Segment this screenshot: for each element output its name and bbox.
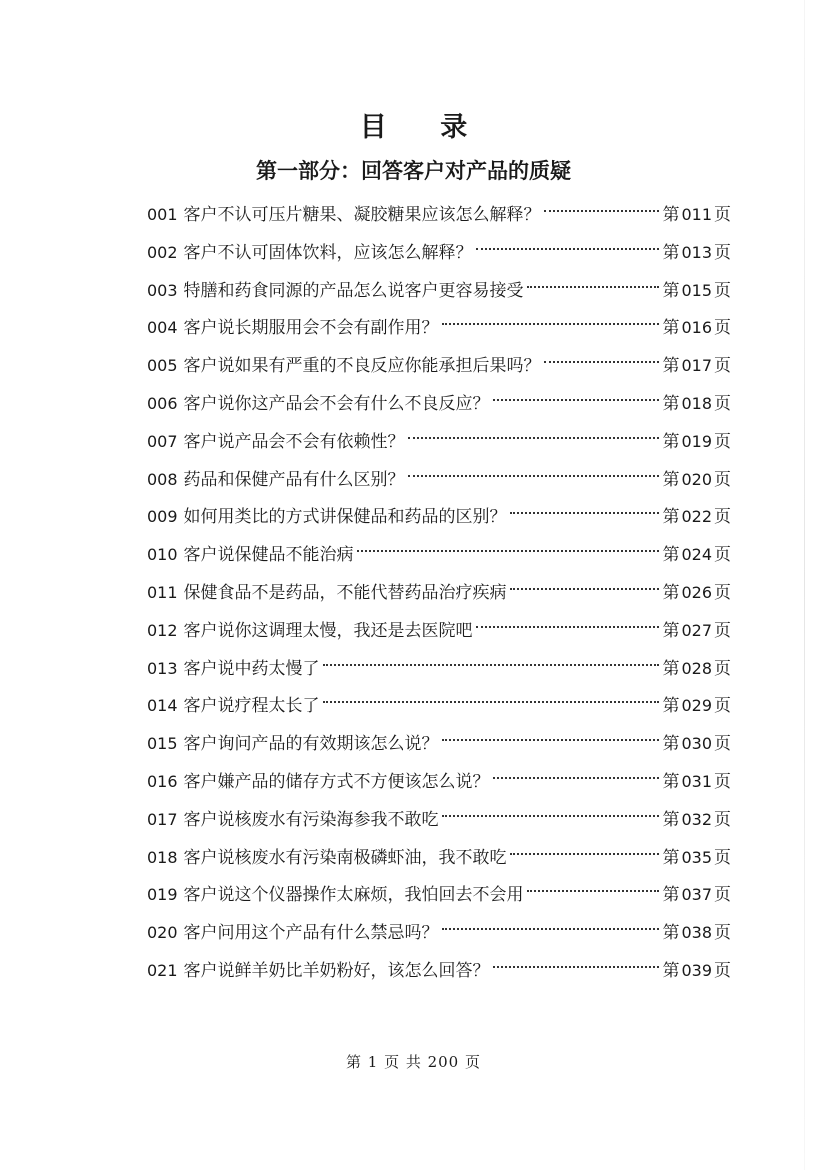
toc-entry-page [662, 385, 731, 424]
page-suffix: 页 [714, 847, 731, 868]
page-prefix: 第 [662, 734, 680, 755]
toc-leader-dots [510, 588, 660, 590]
page-suffix: 页 [714, 923, 731, 944]
toc-entry-number: 013 [147, 658, 178, 678]
page-prefix: 第 [662, 885, 680, 906]
toc-entry-page [662, 650, 731, 689]
toc-leader-dots [476, 626, 660, 628]
toc-leader-dots [493, 966, 660, 968]
page-number: 019 [681, 431, 712, 451]
toc-entry-number: 017 [147, 809, 178, 829]
toc-entry-page [662, 876, 731, 915]
toc-entry-page [662, 196, 731, 235]
toc-entry-text: 客户说你这产品会不会有什么不良反应？ [183, 393, 490, 414]
toc-entry-page [662, 423, 731, 462]
toc-entry-page [662, 914, 731, 953]
toc-entry-page [662, 801, 731, 840]
page-suffix: 页 [714, 885, 731, 906]
toc-entry-text: 客户不认可固体饮料，应该怎么解释？ [183, 242, 473, 263]
page-suffix: 页 [714, 960, 731, 981]
toc-entry-page [662, 272, 731, 311]
page-number: 020 [681, 469, 712, 489]
page-number: 015 [681, 280, 712, 300]
page-prefix: 第 [662, 696, 680, 717]
toc-title: 目 录 [359, 112, 490, 143]
toc-entry-number: 014 [147, 696, 178, 716]
toc-leader-dots [493, 399, 660, 401]
toc-entry-number: 015 [147, 734, 178, 754]
page-prefix: 第 [662, 545, 680, 566]
page-number: 028 [681, 658, 712, 678]
part-heading: 第一部分：回答客户对产品的质疑 [256, 158, 571, 183]
page-number: 016 [681, 318, 712, 338]
toc-entry-text: 客户说这个仪器操作太麻烦，我怕回去不会用 [183, 885, 524, 906]
toc-entry-number: 020 [147, 923, 178, 943]
page-suffix: 页 [714, 734, 731, 755]
toc-leader-dots [442, 928, 660, 930]
page-prefix: 第 [662, 393, 680, 414]
toc-entry [147, 650, 731, 688]
page-number: 018 [681, 393, 712, 413]
toc-entry-text: 客户询问产品的有效期该怎么说？ [183, 734, 439, 755]
toc-leader-dots [357, 550, 660, 552]
page-suffix: 页 [714, 582, 731, 603]
toc-entry-text: 客户不认可压片糖果、凝胶糖果应该怎么解释？ [183, 205, 541, 225]
toc-entry-page [662, 725, 731, 764]
toc-entry [147, 309, 731, 347]
page-prefix: 第 [662, 469, 680, 490]
toc-entry-text: 客户说长期服用会不会有副作用？ [183, 318, 439, 339]
toc-entry [147, 234, 731, 272]
page-number: 027 [681, 620, 712, 640]
page-suffix: 页 [714, 280, 731, 301]
page-suffix: 页 [714, 431, 731, 452]
toc-leader-dots [442, 323, 660, 325]
page-suffix: 页 [714, 507, 731, 528]
toc-entry-page [662, 347, 731, 386]
toc-leader-dots [544, 361, 660, 363]
toc-entry-number: 005 [147, 356, 178, 376]
toc-entry [147, 423, 731, 461]
page-number: 022 [681, 507, 712, 527]
page-suffix: 页 [714, 356, 731, 377]
toc-entry [147, 498, 731, 536]
toc-entry [147, 536, 731, 574]
toc-entry [147, 952, 731, 990]
page-suffix: 页 [714, 469, 731, 490]
toc-entry [147, 914, 731, 952]
toc-entry-number: 001 [147, 205, 178, 224]
toc-entry-page [662, 536, 731, 575]
page-suffix: 页 [714, 242, 731, 263]
toc-entry-text: 客户说产品会不会有依赖性？ [183, 431, 405, 452]
toc-leader-dots [510, 512, 660, 514]
toc-entry-text: 如何用类比的方式讲保健品和药品的区别？ [183, 507, 507, 528]
page-number: 026 [681, 582, 712, 602]
toc-entry [147, 725, 731, 763]
page-prefix: 第 [662, 809, 680, 830]
page-prefix: 第 [662, 923, 680, 944]
toc-entry-number: 009 [147, 507, 178, 527]
toc-entry [147, 347, 731, 385]
page-prefix: 第 [662, 847, 680, 868]
toc-entry-text: 客户说鲜羊奶比羊奶粉好，该怎么回答？ [183, 960, 490, 981]
toc-entry-number: 008 [147, 469, 178, 489]
page-prefix: 第 [662, 318, 680, 339]
toc-entry-text: 保健食品不是药品，不能代替药品治疗疾病 [183, 582, 507, 603]
toc-entry-number: 006 [147, 393, 178, 413]
page-suffix: 页 [714, 658, 731, 679]
page-prefix: 第 [662, 771, 680, 792]
toc-leader-dots [323, 701, 660, 703]
page-number: 038 [681, 923, 712, 943]
toc-entry [147, 272, 731, 310]
toc-entry-number: 018 [147, 847, 178, 867]
toc-entry-number: 011 [147, 582, 178, 602]
toc-entry-page [662, 498, 731, 537]
toc-entry-text: 客户说你这调理太慢，我还是去医院吧 [183, 620, 473, 641]
toc-entry [147, 687, 731, 725]
page-number: 032 [681, 809, 712, 829]
page-prefix: 第 [662, 582, 680, 603]
page-footer: 第 1 页 共 200 页 [345, 1053, 481, 1071]
toc-leader-dots [442, 739, 660, 741]
toc-entry [147, 801, 731, 839]
page-suffix: 页 [714, 809, 731, 830]
toc-entry [147, 763, 731, 801]
page-suffix: 页 [714, 318, 731, 339]
page-number: 035 [681, 847, 712, 867]
page-suffix: 页 [714, 205, 731, 225]
page-suffix: 页 [714, 696, 731, 717]
toc-list [147, 196, 731, 990]
toc-entry [147, 574, 731, 612]
toc-leader-dots [408, 437, 660, 439]
toc-entry-page [662, 687, 731, 726]
page-prefix: 第 [662, 242, 680, 263]
toc-entry-text: 客户嫌产品的储存方式不方便该怎么说？ [183, 771, 490, 792]
page-prefix: 第 [662, 620, 680, 641]
toc-entry-page [662, 309, 731, 348]
page-prefix: 第 [662, 356, 680, 377]
page-number: 037 [681, 885, 712, 905]
page-prefix: 第 [662, 280, 680, 301]
toc-leader-dots [476, 248, 660, 250]
toc-entry-page [662, 839, 731, 878]
toc-entry-text: 药品和保健产品有什么区别？ [183, 469, 405, 490]
toc-entry-number: 016 [147, 771, 178, 791]
toc-entry-text: 客户说疗程太长了 [183, 696, 320, 717]
toc-entry-number: 021 [147, 960, 178, 980]
toc-entry-number: 003 [147, 280, 178, 300]
toc-leader-dots [510, 853, 660, 855]
toc-leader-dots [493, 777, 660, 779]
page-number: 029 [681, 696, 712, 716]
toc-entry [147, 196, 731, 234]
page-number: 030 [681, 734, 712, 754]
toc-entry [147, 461, 731, 499]
toc-entry-page [662, 574, 731, 613]
page-suffix: 页 [714, 545, 731, 566]
toc-entry [147, 876, 731, 914]
page-prefix: 第 [662, 205, 680, 225]
toc-entry-text: 客户说核废水有污染海参我不敢吃 [183, 809, 439, 830]
toc-entry-number: 012 [147, 620, 178, 640]
page-number: 024 [681, 545, 712, 565]
toc-entry-number: 002 [147, 242, 178, 262]
toc-entry-page [662, 952, 731, 991]
toc-entry-number: 007 [147, 431, 178, 451]
toc-entry [147, 612, 731, 650]
toc-entry-page [662, 612, 731, 651]
toc-leader-dots [323, 664, 660, 666]
page-suffix: 页 [714, 393, 731, 414]
toc-entry-text: 客户说保健品不能治病 [183, 545, 354, 566]
page-number: 013 [681, 242, 712, 262]
toc-leader-dots [527, 890, 660, 892]
toc-entry-number: 004 [147, 318, 178, 338]
toc-leader-dots [408, 475, 660, 477]
page-prefix: 第 [662, 960, 680, 981]
toc-entry-text: 客户说中药太慢了 [183, 658, 320, 679]
toc-entry-text: 客户说核废水有污染南极磷虾油，我不敢吃 [183, 847, 507, 868]
toc-entry-text: 特膳和药食同源的产品怎么说客户更容易接受 [183, 280, 524, 301]
toc-entry-text: 客户说如果有严重的不良反应你能承担后果吗？ [183, 356, 541, 377]
page-number: 031 [681, 771, 712, 791]
page-prefix: 第 [662, 431, 680, 452]
page-number: 039 [681, 960, 712, 980]
toc-entry-number: 019 [147, 885, 178, 905]
page-prefix: 第 [662, 507, 680, 528]
page-number: 017 [681, 356, 712, 376]
toc-entry [147, 839, 731, 877]
toc-entry [147, 385, 731, 423]
page-suffix: 页 [714, 620, 731, 641]
toc-leader-dots [544, 210, 660, 212]
page-number: 011 [681, 205, 712, 224]
toc-entry-page [662, 234, 731, 273]
page-prefix: 第 [662, 658, 680, 679]
toc-entry-text: 客户问用这个产品有什么禁忌吗？ [183, 923, 439, 944]
toc-entry-page [662, 763, 731, 802]
toc-leader-dots [527, 286, 660, 288]
page-suffix: 页 [714, 771, 731, 792]
toc-entry-page [662, 461, 731, 500]
toc-leader-dots [442, 815, 660, 817]
toc-entry-number: 010 [147, 545, 178, 565]
